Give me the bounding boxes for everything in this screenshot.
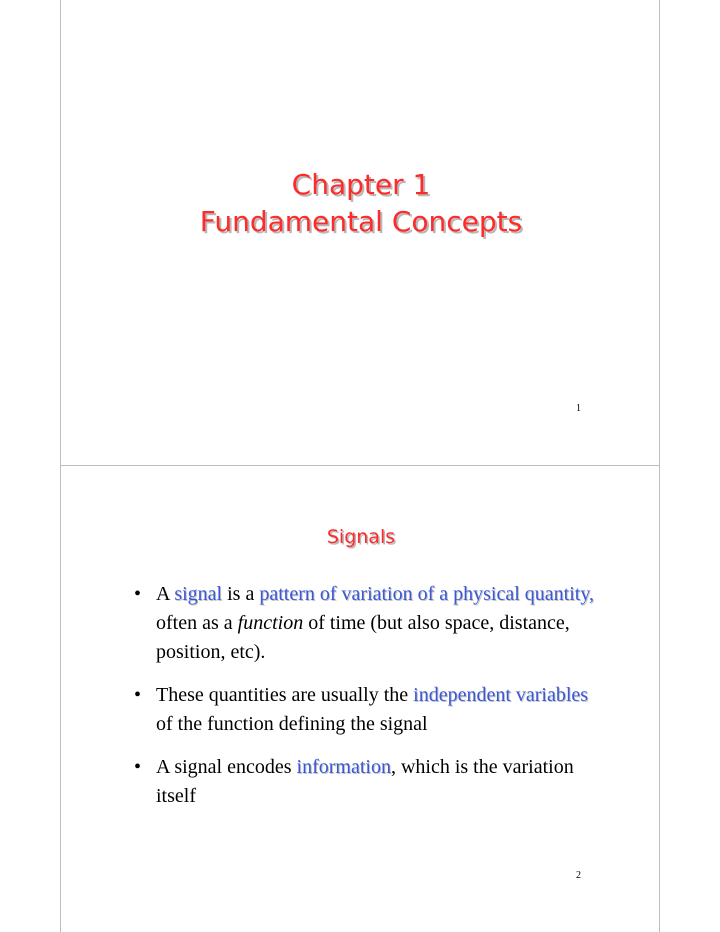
slide-1: [60, 0, 660, 466]
bullet-text: A signal encodes: [156, 756, 297, 778]
bullet-item-independent-variables: [131, 681, 601, 739]
bullet-text: is a: [222, 583, 260, 605]
italic-term-function: function: [237, 612, 304, 634]
bullet-text: often as a: [156, 612, 238, 634]
chapter-title-line-1: Chapter 1: [291, 168, 431, 201]
highlight-term-independent-variables: independent variables: [413, 684, 589, 706]
slide-2: [60, 465, 660, 932]
slide-number: 1: [576, 403, 581, 414]
highlight-term-information: information: [296, 756, 391, 778]
bullet-text: These quantities are usually the: [156, 684, 414, 706]
bullet-text: A: [156, 583, 175, 605]
bullet-item-information: [131, 753, 601, 811]
section-title: Signals: [326, 526, 396, 548]
slide-number: 2: [576, 870, 581, 881]
bullet-item-signal-definition: [131, 580, 601, 667]
highlight-term-signal: signal: [174, 583, 223, 605]
bullet-text: of time (but also space, distance, position, etc).: [156, 612, 570, 663]
bullet-list: [131, 580, 601, 825]
chapter-title: [61, 166, 661, 240]
bullet-text: of the function defining the signal: [156, 713, 428, 735]
bullet-text: , which is the variation itself: [156, 756, 574, 807]
chapter-title-line-2: Fundamental Concepts: [199, 205, 523, 238]
highlight-term-pattern: pattern of variation of a physical quantity,: [259, 583, 595, 605]
